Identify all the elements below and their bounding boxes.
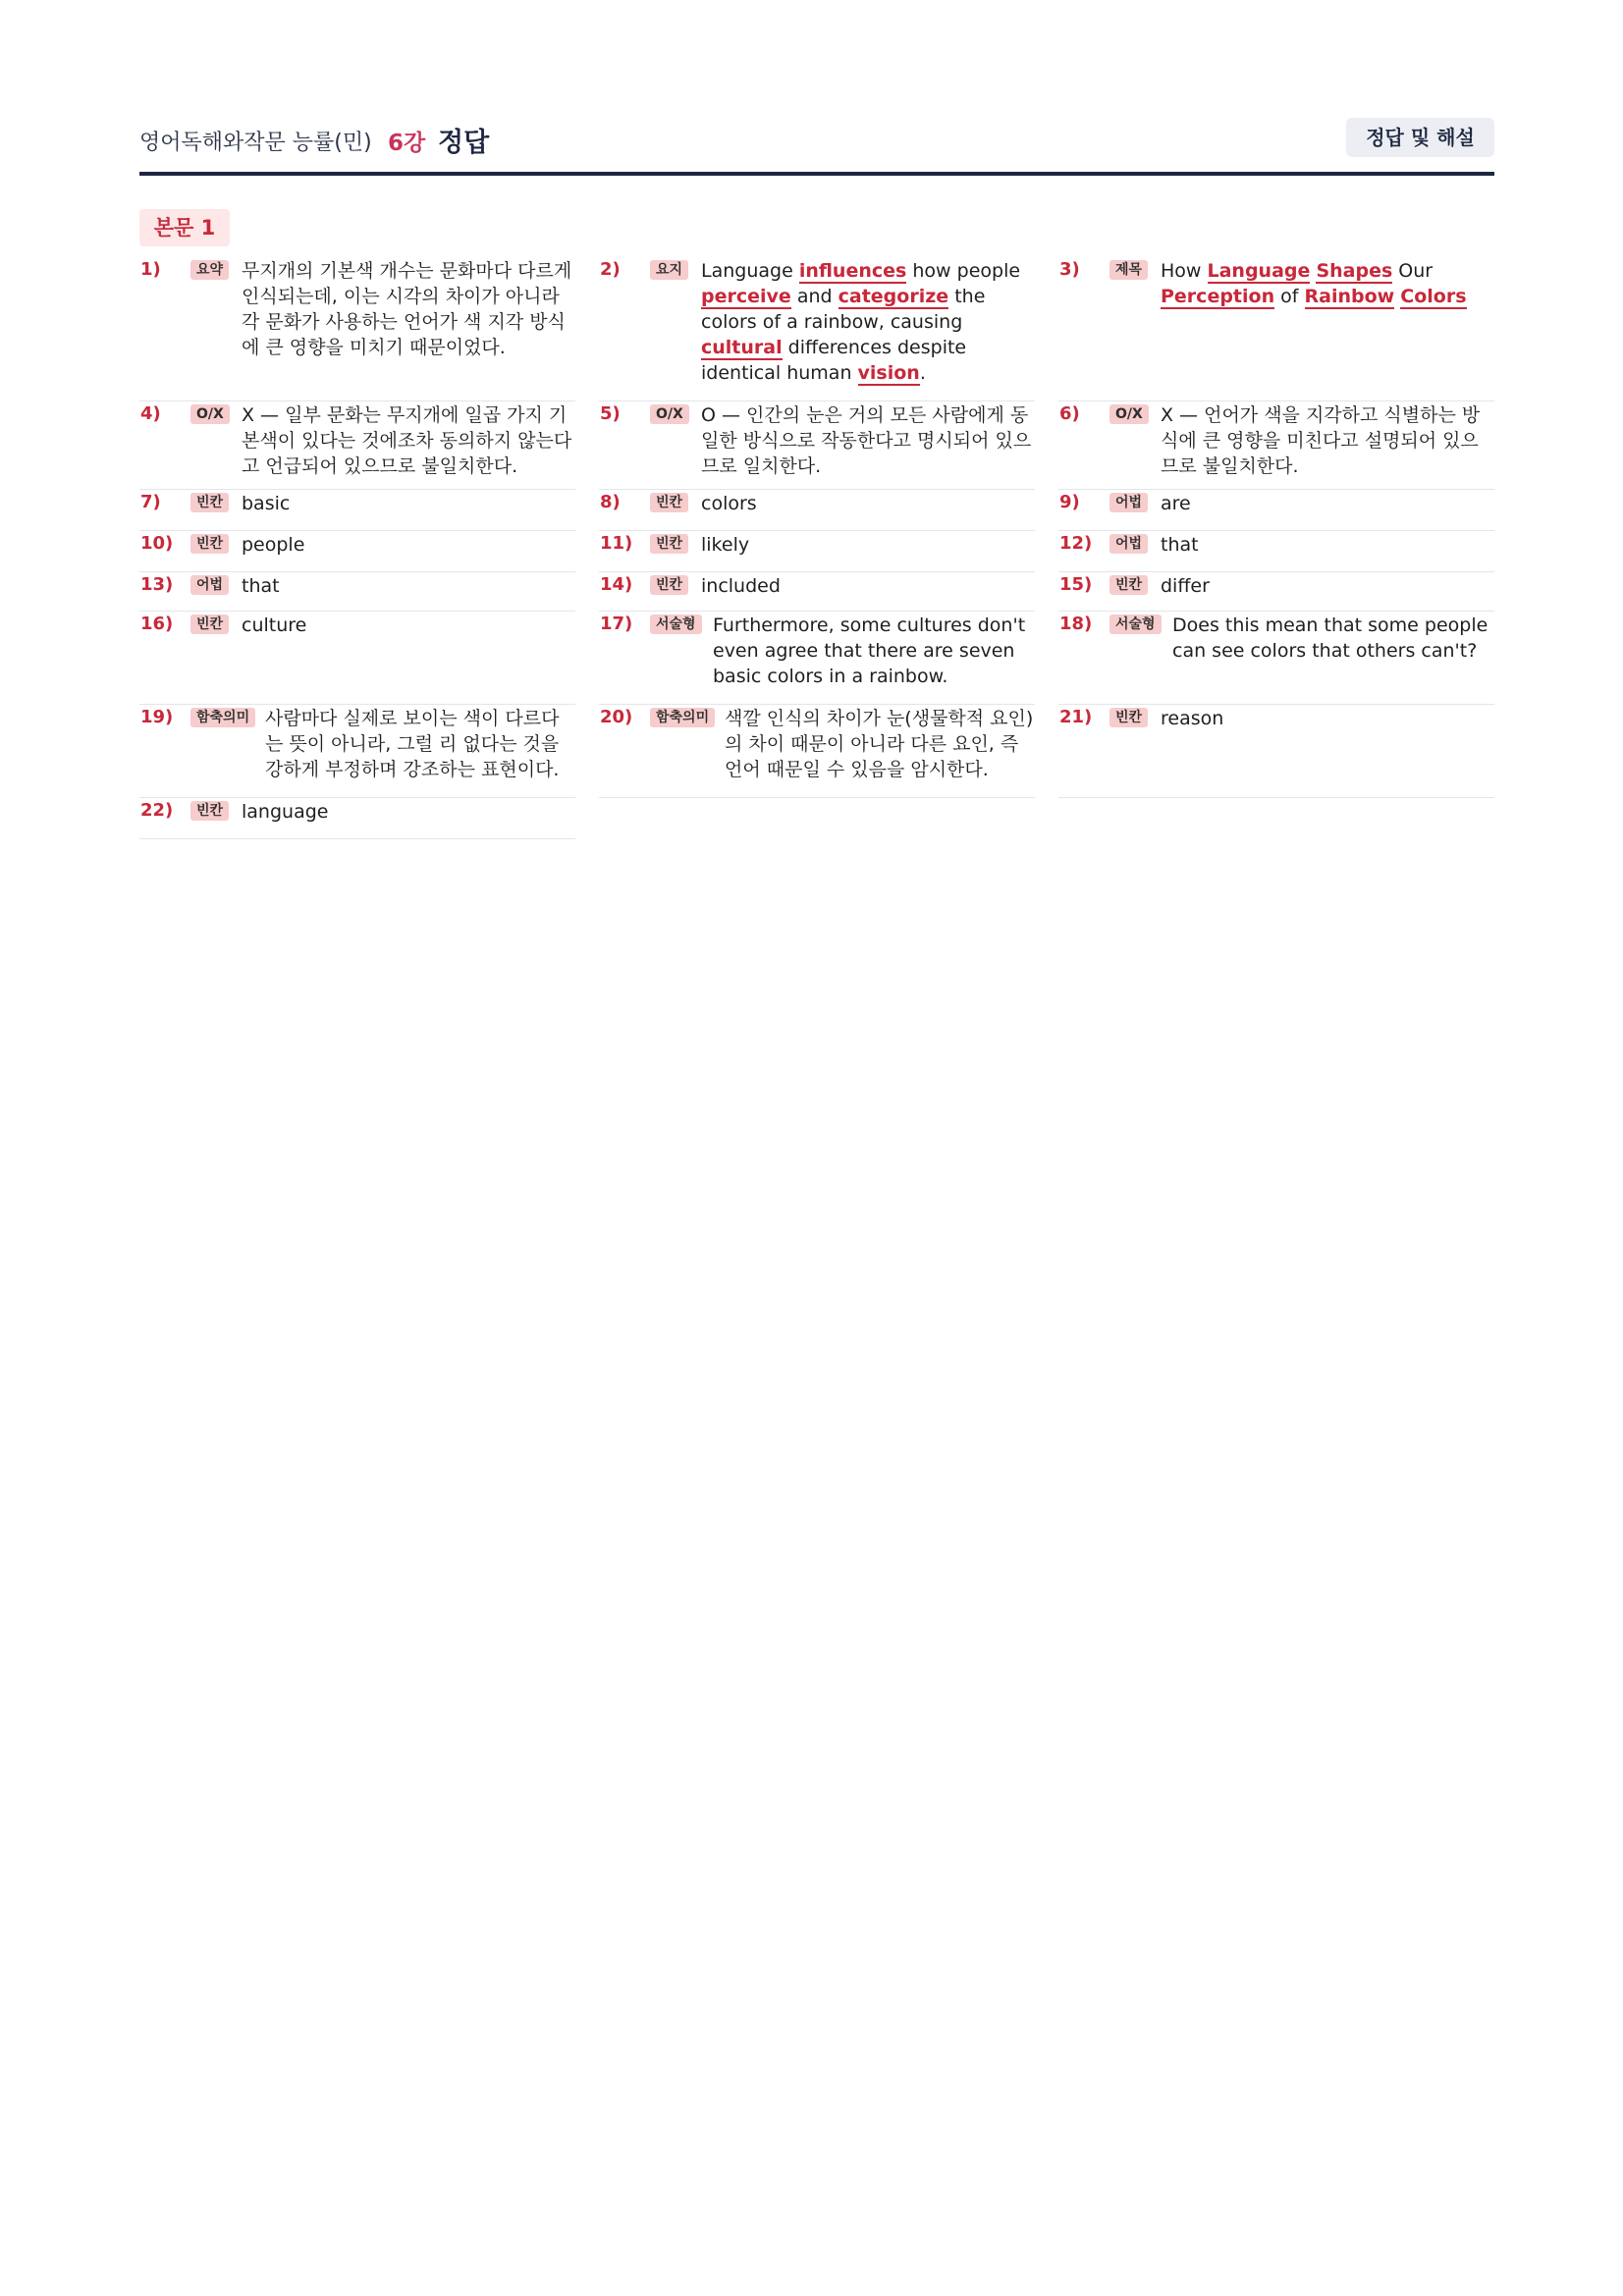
- answer-text-fragment: .: [919, 362, 926, 384]
- answer-text: Does this mean that some people can see colors that others can't?: [1172, 614, 1488, 662]
- answer-text-fragment: the colors of a rainbow, causing: [701, 286, 986, 333]
- question-type-badge: 어법: [1109, 534, 1148, 554]
- answer-text-fragment: How: [1161, 260, 1208, 282]
- answer-text: that: [242, 575, 280, 597]
- answer-text: language: [242, 801, 329, 823]
- answer-item: [1058, 257, 1494, 401]
- question-type-badge: 빈칸: [650, 534, 688, 554]
- keyword-highlight: Shapes: [1316, 260, 1393, 282]
- answer-row: [139, 798, 1494, 839]
- answer-row: [139, 257, 1494, 401]
- answer-item: [599, 572, 1035, 612]
- question-type-badge: 서술형: [650, 614, 702, 634]
- answer-text: colors: [701, 493, 757, 514]
- keyword-highlight: cultural: [701, 337, 783, 358]
- keyword-highlight: vision: [857, 362, 920, 384]
- answer-item: [139, 705, 575, 798]
- answer-text: O — 인간의 눈은 거의 모든 사람에게 동일한 방식으로 작동한다고 명시되어 있으므로 일치한다.: [701, 404, 1032, 477]
- answer-number: 10): [140, 533, 174, 554]
- answer-text: likely: [701, 534, 750, 556]
- answer-row: [139, 490, 1494, 531]
- answer-row: [139, 572, 1494, 612]
- question-type-badge: 제목: [1109, 260, 1148, 280]
- answer-text: [701, 258, 1035, 386]
- answer-text: [1161, 258, 1494, 309]
- question-type-badge: 빈칸: [1109, 708, 1148, 727]
- subject-title: 영어독해와작문 능률(민): [139, 131, 372, 155]
- answer-text-fragment: differences despite identical human: [701, 337, 967, 384]
- keyword-highlight: Language: [1207, 260, 1311, 282]
- answer-item: [599, 612, 1035, 705]
- answer-number: 18): [1059, 614, 1093, 634]
- answer-item: [1058, 531, 1494, 572]
- answers-and-explanations-button[interactable]: 정답 및 해설: [1346, 118, 1494, 157]
- header-divider: [139, 172, 1494, 176]
- answer-item: [1058, 572, 1494, 612]
- answer-item: [1058, 401, 1494, 490]
- keyword-highlight: perceive: [701, 286, 791, 307]
- answer-number: 5): [600, 403, 621, 424]
- question-type-badge: 함축의미: [650, 708, 715, 727]
- answer-text: 색깔 인식의 차이가 눈(생물학적 요인)의 차이 때문이 아니라 다른 요인, 즉 언어 때문일 수 있음을 암시한다.: [725, 708, 1034, 780]
- question-type-badge: 빈칸: [650, 493, 688, 512]
- answer-number: 12): [1059, 533, 1093, 554]
- answer-text-fragment: and: [790, 286, 839, 307]
- answer-item: [599, 531, 1035, 572]
- passage-label: 본문 1: [139, 209, 230, 246]
- answer-text: included: [701, 575, 781, 597]
- answer-item: [599, 257, 1035, 401]
- answer-number: 7): [140, 492, 161, 512]
- answer-number: 15): [1059, 574, 1093, 595]
- answer-text: culture: [242, 614, 307, 636]
- answer-number: 8): [600, 492, 621, 512]
- answer-text: reason: [1161, 708, 1224, 729]
- answer-number: 2): [600, 259, 621, 280]
- question-type-badge: O/X: [190, 404, 230, 424]
- question-type-badge: 요지: [650, 260, 688, 280]
- answer-number: 13): [140, 574, 174, 595]
- question-type-badge: O/X: [1109, 404, 1149, 424]
- keyword-highlight: Colors: [1400, 286, 1467, 307]
- question-type-badge: 서술형: [1109, 614, 1162, 634]
- answer-number: 22): [140, 800, 174, 821]
- answer-text: basic: [242, 493, 291, 514]
- keyword-highlight: Rainbow: [1304, 286, 1395, 307]
- question-type-badge: 빈칸: [1109, 575, 1148, 595]
- answer-item: [1058, 612, 1494, 705]
- answer-text-fragment: how people: [906, 260, 1021, 282]
- answer-text: Furthermore, some cultures don't even agree that there are seven basic colors in a rainbow.: [713, 614, 1026, 687]
- keyword-highlight: influences: [798, 260, 907, 282]
- answer-number: 4): [140, 403, 161, 424]
- question-type-badge: 요약: [190, 260, 229, 280]
- question-type-badge: O/X: [650, 404, 689, 424]
- answer-number: 17): [600, 614, 633, 634]
- answer-text: people: [242, 534, 305, 556]
- question-type-badge: 빈칸: [190, 534, 229, 554]
- answer-text: X — 언어가 색을 지각하고 식별하는 방식에 큰 영향을 미친다고 설명되어 있으므로 불일치한다.: [1161, 404, 1481, 477]
- answer-item: [1058, 705, 1494, 798]
- answer-text-fragment: of: [1274, 286, 1305, 307]
- answer-number: 6): [1059, 403, 1080, 424]
- question-type-badge: 어법: [1109, 493, 1148, 512]
- answer-row: [139, 705, 1494, 798]
- question-type-badge: 빈칸: [190, 493, 229, 512]
- keyword-highlight: categorize: [838, 286, 949, 307]
- answer-text: are: [1161, 493, 1191, 514]
- answer-number: 9): [1059, 492, 1080, 512]
- answer-item: [599, 490, 1035, 531]
- answer-number: 3): [1059, 259, 1080, 280]
- question-type-badge: 함축의미: [190, 708, 255, 727]
- answer-item: [139, 257, 575, 401]
- answer-item: [139, 531, 575, 572]
- answer-item: [139, 401, 575, 490]
- answer-item: [139, 612, 575, 705]
- answer-item: [139, 572, 575, 612]
- answer-number: 16): [140, 614, 174, 634]
- answer-text: that: [1161, 534, 1199, 556]
- question-type-badge: 빈칸: [190, 614, 229, 634]
- answer-item: [139, 798, 575, 839]
- answer-text-fragment: Our: [1392, 260, 1434, 282]
- lecture-number: 6강: [388, 131, 426, 156]
- answer-number: 19): [140, 707, 174, 727]
- answer-row: [139, 531, 1494, 572]
- answer-number: 11): [600, 533, 633, 554]
- answer-grid: [139, 257, 1494, 839]
- answer-item: [139, 490, 575, 531]
- answer-row: [139, 612, 1494, 705]
- answer-number: 1): [140, 259, 161, 280]
- answer-number: 20): [600, 707, 633, 727]
- question-type-badge: 빈칸: [650, 575, 688, 595]
- answer-text: X — 일부 문화는 무지개에 일곱 가지 기본색이 있다는 것에조차 동의하지 않는다고 언급되어 있으므로 불일치한다.: [242, 404, 572, 477]
- answer-number: 21): [1059, 707, 1093, 727]
- answer-text-fragment: Language: [701, 260, 799, 282]
- question-type-badge: 빈칸: [190, 801, 229, 821]
- page-title: 정답: [438, 128, 490, 158]
- page-header: [139, 118, 1494, 157]
- answer-text: 무지개의 기본색 개수는 문화마다 다르게 인식되는데, 이는 시각의 차이가 아니라 각 문화가 사용하는 언어가 색 지각 방식에 큰 영향을 미치기 때문이었다.: [242, 260, 572, 358]
- answer-number: 14): [600, 574, 633, 595]
- answer-item: [1058, 490, 1494, 531]
- question-type-badge: 어법: [190, 575, 229, 595]
- answer-row: [139, 401, 1494, 490]
- keyword-highlight: Perception: [1161, 286, 1275, 307]
- answer-item: [599, 401, 1035, 490]
- answer-text: 사람마다 실제로 보이는 색이 다르다는 뜻이 아니라, 그럴 리 없다는 것을 강하게 부정하며 강조하는 표현이다.: [265, 708, 560, 780]
- answer-text: differ: [1161, 575, 1210, 597]
- answer-item: [599, 705, 1035, 798]
